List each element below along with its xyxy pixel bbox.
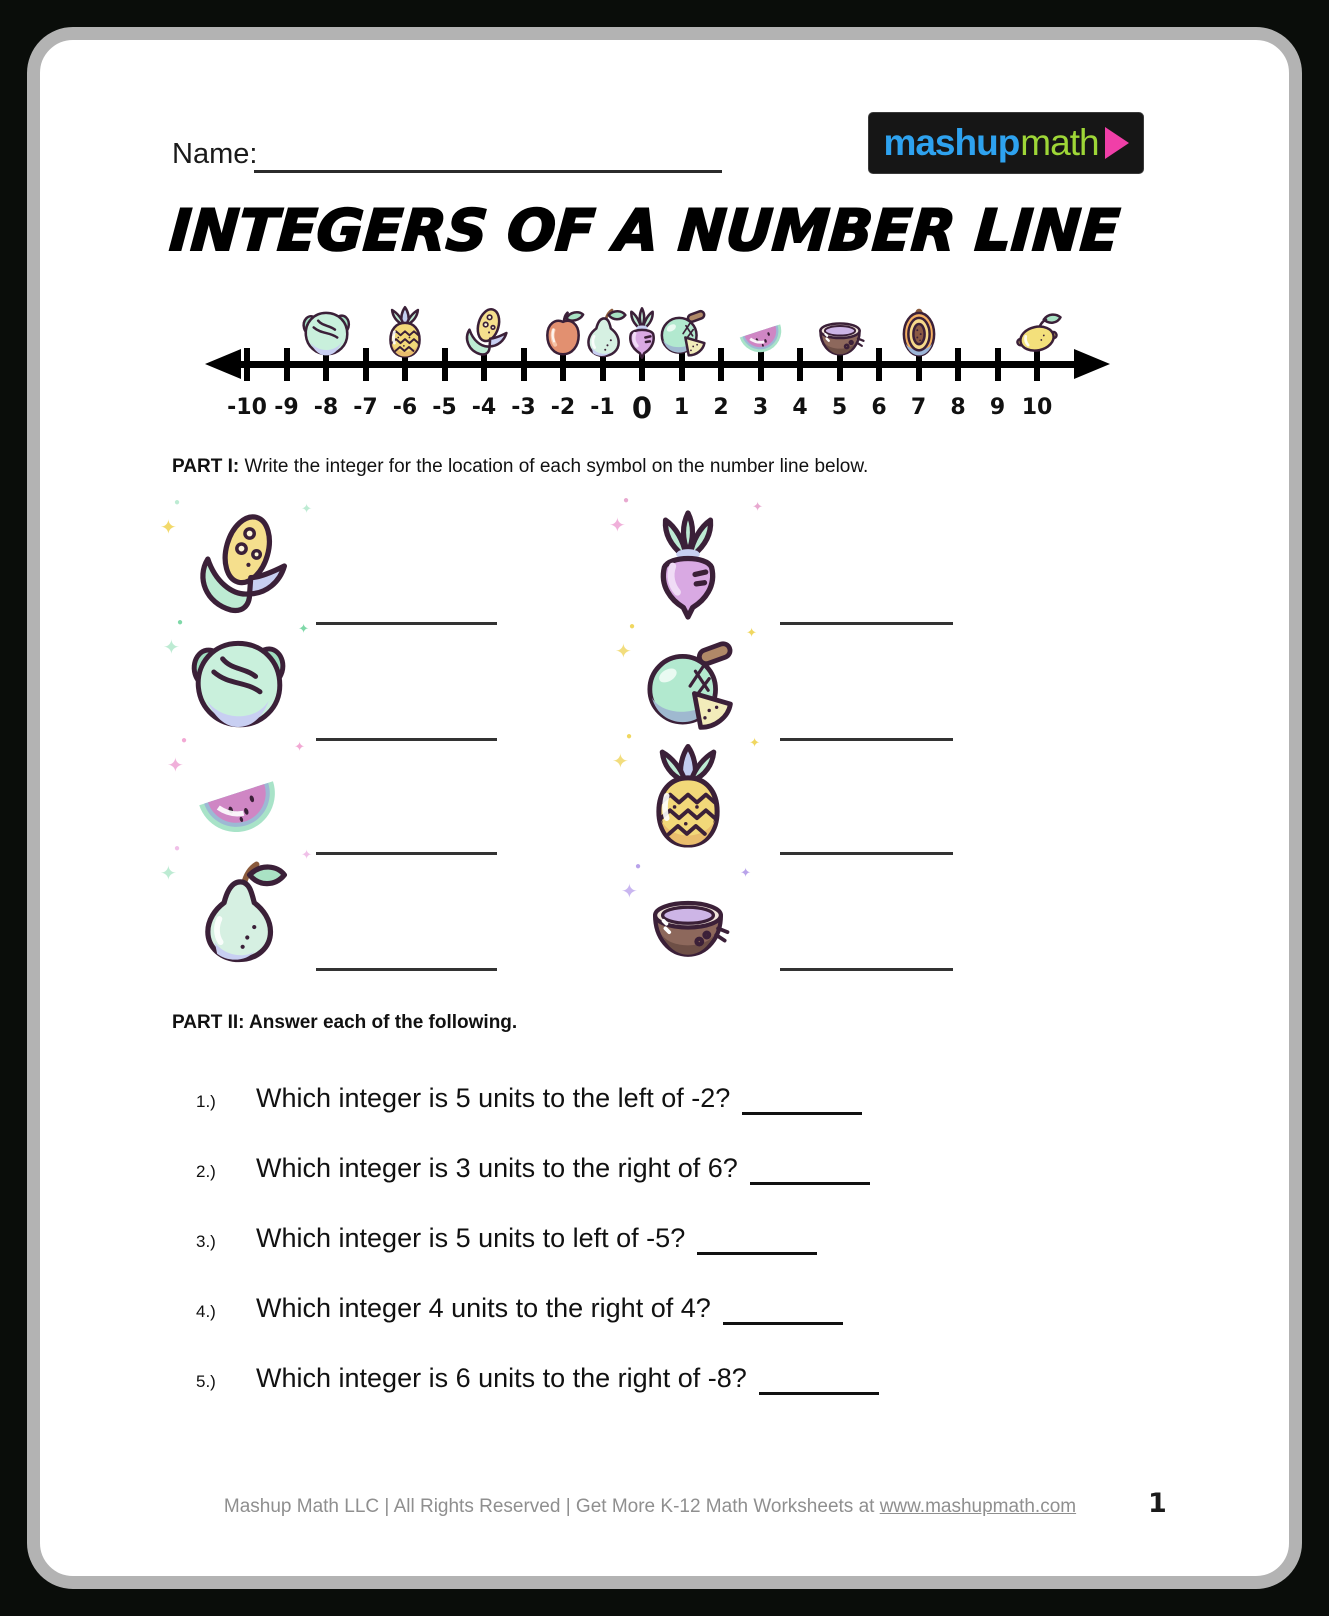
question-answer-blank[interactable] (697, 1234, 817, 1255)
question-number: 4.) (196, 1302, 216, 1321)
number-line-right-arrow-icon (1074, 349, 1110, 379)
part1-answer-blank-cabbage[interactable] (316, 738, 497, 741)
tick-mark (876, 348, 882, 381)
logo-play-arrow-icon (1105, 127, 1129, 159)
question-number: 5.) (196, 1372, 216, 1391)
part1-answer-blank-radish[interactable] (780, 622, 953, 625)
number-line (205, 309, 1110, 427)
footer-link[interactable]: www.mashupmath.com (879, 1496, 1077, 1517)
question-number: 2.) (196, 1162, 216, 1181)
name-label: Name: (172, 138, 258, 170)
sparkle-icon: ✦ (167, 755, 184, 777)
question-row (196, 1293, 843, 1325)
tick-label-6: 6 (871, 395, 887, 420)
tick-mark (955, 348, 961, 381)
sparkle-icon: ✦ (301, 847, 312, 862)
tick-label--3: -3 (511, 395, 536, 420)
numberline-corn-marker (456, 305, 512, 361)
tick-label--10: -10 (227, 395, 267, 420)
sparkle-icon: ● (174, 497, 181, 508)
tick-label--1: -1 (590, 395, 615, 420)
numberline-watermelon-marker (733, 305, 789, 361)
sparkle-icon: ✦ (160, 517, 177, 539)
tick-mark (718, 348, 724, 381)
coconut-icon (641, 872, 735, 966)
sparkle-icon: ✦ (160, 863, 177, 885)
tick-label-9: 9 (989, 395, 1006, 420)
part1-section (160, 490, 1157, 985)
tick-mark (521, 348, 527, 381)
part1-heading (172, 456, 868, 478)
cabbage-icon (298, 305, 354, 361)
numberline-pineapple-marker (377, 305, 433, 361)
part1-answer-blank-pear[interactable] (316, 968, 497, 971)
question-row (196, 1223, 817, 1255)
papaya-icon (891, 305, 947, 361)
corn-icon (456, 305, 512, 361)
question-number: 1.) (196, 1092, 216, 1111)
numberline-papaya-marker (891, 305, 947, 361)
sparkle-icon: ● (629, 621, 636, 632)
sparkle-icon: ✦ (163, 637, 180, 659)
question-row (196, 1363, 879, 1395)
question-answer-blank[interactable] (723, 1304, 843, 1325)
tick-label--6: -6 (392, 395, 418, 420)
tick-label--2: -2 (550, 395, 576, 420)
sparkle-icon: ● (177, 617, 184, 628)
tick-mark (995, 348, 1001, 381)
tick-mark (284, 348, 290, 381)
cabbage-icon (183, 628, 293, 738)
tick-label-2: 2 (713, 395, 729, 420)
tick-label-1: 1 (673, 395, 690, 420)
tick-mark (442, 348, 448, 381)
question-number: 3.) (196, 1232, 216, 1251)
part1-answer-blank-coconut[interactable] (780, 968, 953, 971)
sparkle-icon: ● (623, 495, 630, 506)
part1-pear-symbol (160, 843, 312, 970)
tick-label-4: 4 (792, 395, 808, 420)
watermelon-icon (733, 305, 789, 361)
name-input-line[interactable] (254, 140, 722, 173)
sparkle-icon: ✦ (615, 641, 632, 663)
tick-label-0: 0 (631, 391, 653, 425)
part1-answer-blank-melon[interactable] (780, 738, 953, 741)
melon-icon (635, 632, 741, 738)
tick-mark (244, 348, 250, 381)
tick-label-5: 5 (831, 395, 848, 420)
sparkle-icon: ✦ (746, 625, 757, 640)
tick-label-8: 8 (950, 395, 966, 420)
part1-answer-blank-corn[interactable] (316, 622, 497, 625)
question-answer-blank[interactable] (759, 1374, 879, 1395)
sparkle-icon: ✦ (621, 881, 638, 903)
pineapple-icon (377, 305, 433, 361)
logo-text-mashup: mashup (883, 122, 1020, 163)
footer-text: Mashup Math LLC | All Rights Reserved | Get More K-12 Math Worksheets at (223, 1496, 880, 1517)
sparkle-icon: ✦ (752, 499, 763, 514)
mashupmath-logo (868, 112, 1144, 174)
tick-label--7: -7 (353, 395, 378, 420)
sparkle-icon: ● (626, 731, 633, 742)
tick-label--8: -8 (313, 395, 339, 420)
sparkle-icon: ✦ (294, 739, 305, 754)
part1-pineapple-symbol (612, 731, 760, 854)
question-text: Which integer is 5 units to the left of -2? (256, 1083, 731, 1113)
part1-corn-symbol (160, 497, 312, 624)
question-answer-blank[interactable] (742, 1094, 862, 1115)
part1-heading-rest: Write the integer for the location of each symbol on the number line below. (239, 456, 869, 477)
tick-label-10: 10 (1021, 395, 1053, 420)
sparkle-icon: ✦ (749, 735, 760, 750)
numberline-melon-marker (654, 305, 710, 361)
sparkle-icon: ✦ (609, 515, 626, 537)
pineapple-icon (632, 742, 744, 854)
sparkle-icon: ✦ (301, 501, 312, 516)
question-text: Which integer is 3 units to the right of 6? (256, 1153, 738, 1183)
question-row (196, 1153, 870, 1185)
numberline-lemon-marker (1009, 305, 1065, 361)
sparkle-icon: ● (174, 843, 181, 854)
part1-watermelon-symbol (167, 735, 305, 848)
page-number: 1 (1148, 1488, 1167, 1519)
coconut-icon (812, 305, 868, 361)
question-text: Which integer is 5 units to left of -5? (256, 1223, 686, 1253)
numberline-cabbage-marker (298, 305, 354, 361)
pear-icon (180, 854, 296, 970)
logo-text-math: math (1020, 122, 1099, 163)
worksheet-title: INTEGERS OF A NUMBER LINE (167, 198, 1122, 264)
watermelon-icon (187, 746, 289, 848)
question-answer-blank[interactable] (750, 1164, 870, 1185)
numberline-coconut-marker (812, 305, 868, 361)
sparkle-icon: ✦ (740, 865, 751, 880)
footer (170, 1496, 1130, 1518)
tick-mark (363, 348, 369, 381)
tick-label-3: 3 (752, 395, 769, 420)
question-text: Which integer 4 units to the right of 4? (256, 1293, 711, 1323)
corn-icon (180, 508, 296, 624)
radish-icon (629, 506, 747, 624)
question-row (196, 1083, 862, 1115)
part1-heading-bold: PART I: (172, 456, 240, 477)
lemon-icon (1009, 305, 1065, 361)
part1-melon-symbol (615, 621, 757, 738)
part2-heading: PART II: Answer each of the following. (172, 1012, 518, 1033)
part1-coconut-symbol (621, 861, 751, 966)
part1-cabbage-symbol (163, 617, 309, 738)
tick-label--4: -4 (471, 395, 497, 420)
question-text: Which integer is 6 units to the right of -8? (256, 1363, 747, 1393)
sparkle-icon: ● (181, 735, 188, 746)
sparkle-icon: ✦ (612, 751, 629, 773)
part1-answer-blank-watermelon[interactable] (316, 852, 497, 855)
tick-label-7: 7 (910, 395, 927, 420)
sparkle-icon: ● (635, 861, 642, 872)
part1-answer-blank-pineapple[interactable] (780, 852, 953, 855)
tick-label--9: -9 (274, 395, 299, 420)
tick-label--5: -5 (432, 395, 457, 420)
melon-icon (654, 305, 710, 361)
tick-mark (797, 348, 803, 381)
sparkle-icon: ✦ (298, 621, 309, 636)
part1-radish-symbol (609, 495, 763, 624)
